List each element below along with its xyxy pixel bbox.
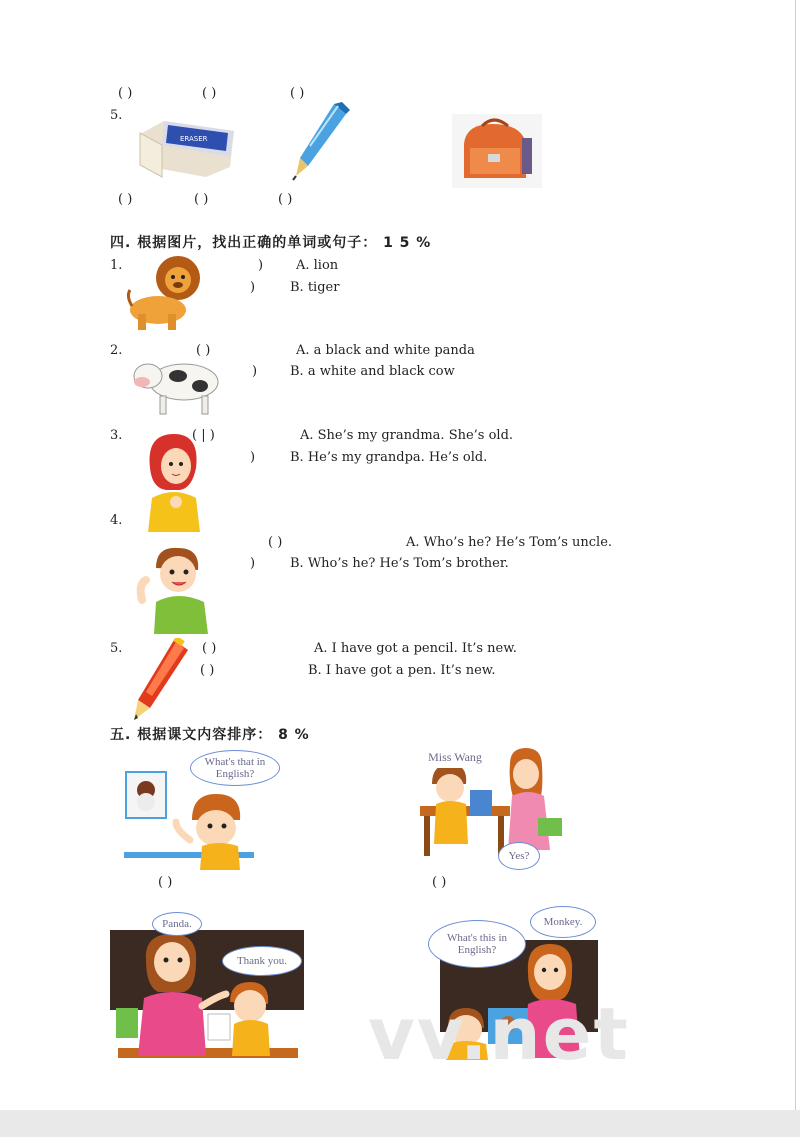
item2-blank-a: ( ): [196, 343, 211, 358]
item4-option-a: A. Who’s he? He’s Tom’s uncle.: [406, 535, 613, 550]
item5-option-a: A. I have got a pencil. It’s new.: [314, 641, 517, 656]
woman-picture: [140, 428, 206, 532]
item4-number: 4.: [110, 513, 123, 528]
blank-row2-2: ( ): [194, 192, 209, 207]
blank-row2-3: ( ): [278, 192, 293, 207]
label-miss-wang: Miss Wang: [418, 746, 492, 768]
item3-option-a: A. She’s my grandma. She’s old.: [300, 428, 514, 443]
item4-option-b: B. Who’s he? He’s Tom’s brother.: [290, 556, 509, 571]
schoolbag-picture: [452, 114, 542, 188]
item5-blank-b: ( ): [200, 663, 215, 678]
picture2-blank: ( ): [432, 875, 447, 890]
cow-picture: [130, 350, 222, 418]
item5-option-b: B. I have got a pen. It’s new.: [308, 663, 496, 678]
item2-number: 2.: [110, 343, 123, 358]
item5-number: 5.: [110, 641, 123, 656]
red-pen-picture: [130, 638, 194, 724]
item3-blank-a: ( | ): [192, 428, 215, 443]
item3-number: 3.: [110, 428, 123, 443]
lion-picture: [124, 252, 214, 334]
item5-blank-a: ( ): [202, 641, 217, 656]
item2-blank-b: ): [252, 364, 258, 379]
item2-option-a: A. a black and white panda: [296, 343, 475, 358]
eraser-picture: [134, 115, 238, 181]
watermark: vv.net: [368, 992, 630, 1076]
item1-blank-a: ): [258, 258, 264, 273]
blank-row1-2: ( ): [202, 86, 217, 101]
item3-option-b: B. He’s my grandpa. He’s old.: [290, 450, 488, 465]
item-number: 5.: [110, 108, 123, 123]
item3-blank-b: ): [250, 450, 256, 465]
blank-row2-1: ( ): [118, 192, 133, 207]
picture3-teacher-panda: [110, 910, 304, 1060]
boy-picture: [134, 540, 214, 634]
item4-blank-b: ): [250, 556, 256, 571]
eraser-label: ERASER: [180, 135, 208, 143]
bottom-strip: [0, 1110, 800, 1137]
item1-option-a: A. lion: [296, 258, 339, 273]
bubble-whats-this: What's this in English?: [428, 920, 526, 968]
item1-number: 1.: [110, 258, 123, 273]
pen-picture: [290, 100, 354, 182]
item1-blank-b: ): [250, 280, 256, 295]
blank-row1-1: ( ): [118, 86, 133, 101]
bubble-panda: Panda.: [152, 912, 202, 936]
bubble-yes: Yes?: [498, 842, 540, 870]
item1-option-b: B. tiger: [290, 280, 340, 295]
section4-heading: 四. 根据图片，找出正确的单词或句子： 1 5 %: [110, 235, 432, 251]
bubble-whats-that: What's that in English?: [190, 750, 280, 786]
bubble-thank-you: Thank you.: [222, 946, 302, 976]
item2-option-b: B. a white and black cow: [290, 364, 455, 379]
section5-heading: 五. 根据课文内容排序： 8 %: [110, 727, 310, 743]
blank-row1-3: ( ): [290, 86, 305, 101]
picture1-blank: ( ): [158, 875, 173, 890]
bubble-monkey: Monkey.: [530, 906, 596, 938]
item4-blank-a: ( ): [268, 535, 283, 550]
